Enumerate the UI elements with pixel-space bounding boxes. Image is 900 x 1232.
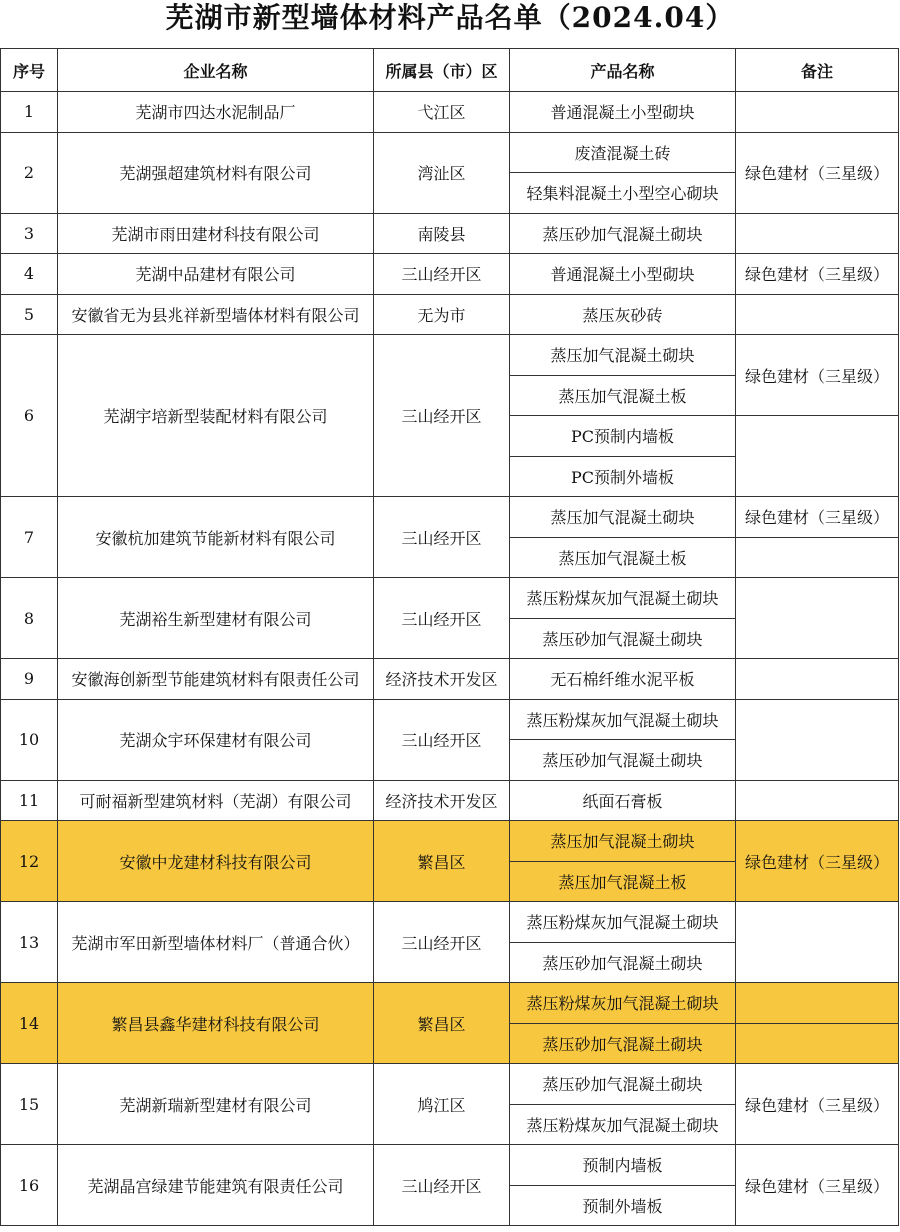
district-name: 三山经开区 — [374, 335, 510, 497]
company-name: 可耐福新型建筑材料（芜湖）有限公司 — [58, 780, 374, 821]
row-number: 12 — [1, 821, 58, 902]
company-name: 芜湖市军田新型墙体材料厂（普通合伙） — [58, 902, 374, 983]
row-number: 2 — [1, 132, 58, 213]
product-table — [0, 48, 899, 1226]
product-name: 无石棉纤维水泥平板 — [510, 659, 736, 700]
product-name: 普通混凝土小型砌块 — [510, 254, 736, 295]
note — [736, 578, 899, 659]
product-name: 蒸压粉煤灰加气混凝土砌块 — [510, 699, 736, 740]
product-name: 蒸压粉煤灰加气混凝土砌块 — [510, 1104, 736, 1145]
table-row — [1, 983, 899, 1024]
row-number: 7 — [1, 497, 58, 578]
product-name: PC预制外墙板 — [510, 456, 736, 497]
product-name: 蒸压粉煤灰加气混凝土砌块 — [510, 902, 736, 943]
note — [736, 659, 899, 700]
note — [736, 902, 899, 983]
company-name: 芜湖中品建材有限公司 — [58, 254, 374, 295]
table-row — [1, 1145, 899, 1186]
note — [736, 537, 899, 578]
product-name: 蒸压砂加气混凝土砌块 — [510, 1023, 736, 1064]
header-company: 企业名称 — [58, 49, 374, 92]
district-name: 鸠江区 — [374, 1064, 510, 1145]
table-row — [1, 902, 899, 943]
company-name: 安徽海创新型节能建筑材料有限责任公司 — [58, 659, 374, 700]
note: 绿色建材（三星级） — [736, 132, 899, 213]
note: 绿色建材（三星级） — [736, 1064, 899, 1145]
district-name: 经济技术开发区 — [374, 780, 510, 821]
note: 绿色建材（三星级） — [736, 335, 899, 416]
product-name: 蒸压砂加气混凝土砌块 — [510, 1064, 736, 1105]
product-name: 蒸压灰砂砖 — [510, 294, 736, 335]
product-name: 蒸压加气混凝土砌块 — [510, 497, 736, 538]
note — [736, 416, 899, 497]
company-name: 繁昌县鑫华建材科技有限公司 — [58, 983, 374, 1064]
table-row — [1, 1064, 899, 1105]
company-name: 安徽中龙建材科技有限公司 — [58, 821, 374, 902]
row-number: 9 — [1, 659, 58, 700]
row-number: 10 — [1, 699, 58, 780]
company-name: 芜湖裕生新型建材有限公司 — [58, 578, 374, 659]
header-district: 所属县（市）区 — [374, 49, 510, 92]
note — [736, 1023, 899, 1064]
product-name: 轻集料混凝土小型空心砌块 — [510, 173, 736, 214]
product-name: 废渣混凝土砖 — [510, 132, 736, 173]
table-row — [1, 578, 899, 619]
note: 绿色建材（三星级） — [736, 821, 899, 902]
district-name: 繁昌区 — [374, 821, 510, 902]
note — [736, 780, 899, 821]
company-name: 芜湖众宇环保建材有限公司 — [58, 699, 374, 780]
note — [736, 294, 899, 335]
product-name: 蒸压加气混凝土砌块 — [510, 335, 736, 376]
district-name: 三山经开区 — [374, 1145, 510, 1226]
table-row — [1, 294, 899, 335]
district-name: 三山经开区 — [374, 699, 510, 780]
note — [736, 983, 899, 1024]
company-name: 芜湖市雨田建材科技有限公司 — [58, 213, 374, 254]
product-name: 普通混凝土小型砌块 — [510, 92, 736, 133]
row-number: 5 — [1, 294, 58, 335]
note — [736, 92, 899, 133]
district-name: 三山经开区 — [374, 497, 510, 578]
product-name: 蒸压加气混凝土板 — [510, 375, 736, 416]
row-number: 11 — [1, 780, 58, 821]
row-number: 14 — [1, 983, 58, 1064]
product-name: 蒸压加气混凝土砌块 — [510, 821, 736, 862]
product-name: 预制内墙板 — [510, 1145, 736, 1186]
district-name: 繁昌区 — [374, 983, 510, 1064]
page-title: 芜湖市新型墙体材料产品名单（2024.04） — [165, 1, 735, 34]
row-number: 13 — [1, 902, 58, 983]
district-name: 无为市 — [374, 294, 510, 335]
company-name: 安徽杭加建筑节能新材料有限公司 — [58, 497, 374, 578]
company-name: 芜湖市四达水泥制品厂 — [58, 92, 374, 133]
table-row — [1, 92, 899, 133]
company-name: 芜湖新瑞新型建材有限公司 — [58, 1064, 374, 1145]
company-name: 芜湖宇培新型装配材料有限公司 — [58, 335, 374, 497]
product-name: 蒸压粉煤灰加气混凝土砌块 — [510, 983, 736, 1024]
row-number: 1 — [1, 92, 58, 133]
product-name: 纸面石膏板 — [510, 780, 736, 821]
table-row — [1, 335, 899, 376]
row-number: 8 — [1, 578, 58, 659]
district-name: 湾沚区 — [374, 132, 510, 213]
district-name: 三山经开区 — [374, 254, 510, 295]
product-name: 蒸压砂加气混凝土砌块 — [510, 618, 736, 659]
header-no: 序号 — [1, 49, 58, 92]
product-name: PC预制内墙板 — [510, 416, 736, 457]
district-name: 弋江区 — [374, 92, 510, 133]
district-name: 经济技术开发区 — [374, 659, 510, 700]
table-row — [1, 780, 899, 821]
note: 绿色建材（三星级） — [736, 1145, 899, 1226]
district-name: 三山经开区 — [374, 578, 510, 659]
table-row — [1, 132, 899, 173]
table-body — [1, 92, 899, 1226]
table-row — [1, 699, 899, 740]
note: 绿色建材（三星级） — [736, 254, 899, 295]
company-name: 安徽省无为县兆祥新型墙体材料有限公司 — [58, 294, 374, 335]
table-row — [1, 659, 899, 700]
note: 绿色建材（三星级） — [736, 497, 899, 538]
company-name: 芜湖晶宫绿建节能建筑有限责任公司 — [58, 1145, 374, 1226]
row-number: 4 — [1, 254, 58, 295]
note — [736, 213, 899, 254]
company-name: 芜湖强超建筑材料有限公司 — [58, 132, 374, 213]
product-name: 蒸压砂加气混凝土砌块 — [510, 942, 736, 983]
product-name: 蒸压粉煤灰加气混凝土砌块 — [510, 578, 736, 619]
header-note: 备注 — [736, 49, 899, 92]
product-name: 蒸压砂加气混凝土砌块 — [510, 740, 736, 781]
product-name: 蒸压加气混凝土板 — [510, 537, 736, 578]
table-row — [1, 254, 899, 295]
table-header-row — [1, 49, 899, 92]
district-name: 南陵县 — [374, 213, 510, 254]
product-name: 蒸压加气混凝土板 — [510, 861, 736, 902]
district-name: 三山经开区 — [374, 902, 510, 983]
table-row — [1, 821, 899, 862]
table-row — [1, 497, 899, 538]
note — [736, 699, 899, 780]
row-number: 3 — [1, 213, 58, 254]
product-name: 预制外墙板 — [510, 1185, 736, 1226]
header-product: 产品名称 — [510, 49, 736, 92]
row-number: 6 — [1, 335, 58, 497]
table-row — [1, 213, 899, 254]
row-number: 16 — [1, 1145, 58, 1226]
product-name: 蒸压砂加气混凝土砌块 — [510, 213, 736, 254]
row-number: 15 — [1, 1064, 58, 1145]
